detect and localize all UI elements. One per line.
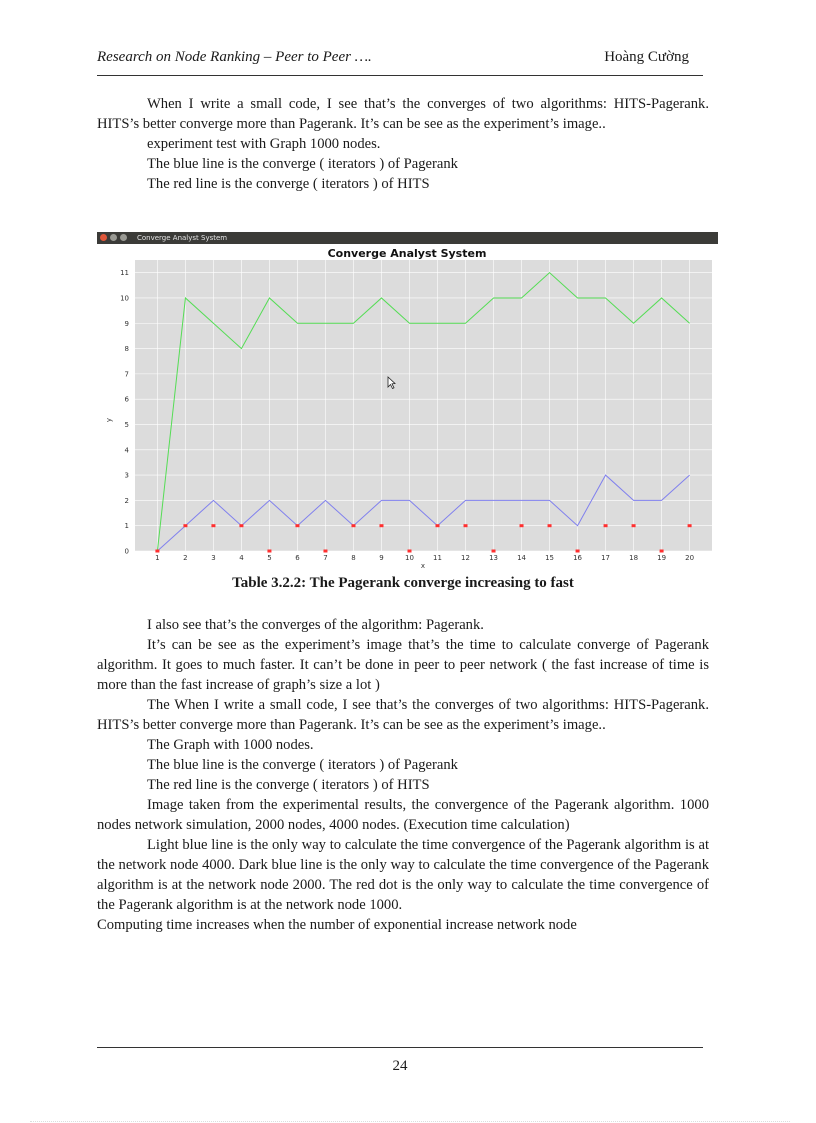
y-tick-label: 7 — [124, 370, 129, 379]
x-tick-label: 9 — [379, 554, 384, 562]
page-header — [97, 47, 703, 71]
y-tick-label: 2 — [124, 496, 129, 505]
figure-caption: Table 3.2.2: The Pagerank converge increasing to fast — [232, 575, 574, 591]
header-rule — [97, 75, 703, 76]
x-tick-label: 8 — [351, 554, 356, 562]
data-point-red — [211, 524, 215, 527]
footer-rule — [97, 1047, 703, 1048]
x-tick-label: 15 — [545, 554, 555, 562]
data-point-red — [660, 550, 664, 553]
body-section — [97, 615, 709, 935]
data-point-red — [576, 550, 580, 553]
intro-section — [97, 94, 709, 194]
data-point-red — [183, 524, 187, 527]
y-tick-label: 11 — [120, 269, 129, 278]
x-tick-label: 6 — [295, 554, 300, 562]
data-point-red — [239, 524, 243, 527]
maximize-icon[interactable] — [120, 234, 127, 241]
x-tick-label: 5 — [267, 554, 272, 562]
body-line-2: The blue line is the converge ( iterators ) of Pagerank — [147, 757, 458, 773]
body-paragraph-6: Computing time increases when the number of exponential increase network node — [97, 917, 577, 933]
x-tick-label: 16 — [573, 554, 583, 562]
y-tick-label: 3 — [124, 471, 129, 480]
data-point-red — [492, 550, 496, 553]
body-paragraph-3: The When I write a small code, I see that’s the converges of two algorithms: HITS-Pagerank. HITS’s better converge more than Pagerank. It’s can be see as the experiment’s image.. — [97, 697, 709, 733]
x-tick-label: 20 — [685, 554, 695, 562]
data-point-red — [379, 524, 383, 527]
data-point-red — [604, 524, 608, 527]
data-point-red — [295, 524, 299, 527]
data-point-red — [520, 524, 524, 527]
data-point-red — [688, 524, 692, 527]
data-point-red — [323, 550, 327, 553]
header-author: Hoàng Cường — [604, 49, 689, 65]
y-tick-label: 0 — [124, 547, 129, 556]
data-point-red — [548, 524, 552, 527]
y-tick-label: 8 — [124, 345, 129, 354]
intro-line-2: The blue line is the converge ( iterators ) of Pagerank — [147, 156, 458, 172]
y-tick-label: 9 — [124, 319, 129, 328]
x-tick-label: 7 — [323, 554, 328, 562]
x-tick-label: 10 — [405, 554, 414, 562]
page-number: 24 — [392, 1058, 408, 1074]
y-axis-label: y — [105, 417, 113, 423]
data-point-red — [155, 550, 159, 553]
y-tick-label: 10 — [120, 294, 129, 303]
converge-chart — [97, 244, 718, 570]
body-paragraph-1: I also see that’s the converges of the algorithm: Pagerank. — [147, 617, 484, 633]
window-titlebar — [97, 232, 718, 244]
close-icon[interactable] — [100, 234, 107, 241]
data-point-red — [436, 524, 440, 527]
data-point-red — [632, 524, 636, 527]
y-tick-label: 6 — [124, 395, 129, 404]
body-line-3: The red line is the converge ( iterators ) of HITS — [147, 777, 430, 793]
x-tick-label: 3 — [211, 554, 216, 562]
chart-title: Converge Analyst System — [327, 247, 487, 260]
x-tick-label: 12 — [461, 554, 470, 562]
intro-line-3: The red line is the converge ( iterators ) of HITS — [147, 176, 430, 192]
x-tick-label: 13 — [489, 554, 498, 562]
minimize-icon[interactable] — [110, 234, 117, 241]
body-paragraph-2: It’s can be see as the experiment’s image that’s the time to calculate converge of Pagerank algorithm. It goes to much faster. It can’t be done in peer to peer network ( the fast increase of time is more than the fast increase of graph’s size a lot ) — [97, 637, 709, 693]
header-title: Research on Node Ranking – Peer to Peer …. — [97, 49, 372, 65]
x-tick-label: 2 — [183, 554, 188, 562]
y-tick-label: 1 — [124, 522, 129, 531]
x-tick-label: 18 — [629, 554, 639, 562]
intro-line-1: experiment test with Graph 1000 nodes. — [147, 136, 381, 152]
x-tick-label: 17 — [601, 554, 611, 562]
x-tick-label: 11 — [433, 554, 442, 562]
body-paragraph-5: Light blue line is the only way to calculate the time convergence of the Pagerank algorithm is at the network node 4000. Dark blue line is the only way to calculate the time convergence of the Pagerank algorithm is at the network node 2000. The red dot is the only way to calculate the time convergence of the Pagerank algorithm is at the network node 1000. — [97, 837, 709, 913]
intro-paragraph: When I write a small code, I see that’s the converges of two algorithms: HITS-Pagerank. HITS’s better converge more than Pagerank. It’s can be see as the experiment’s image.. — [97, 96, 709, 132]
data-point-red — [464, 524, 468, 527]
y-tick-label: 5 — [124, 420, 129, 429]
window-title: Converge Analyst System — [137, 234, 228, 242]
y-tick-label: 4 — [124, 446, 129, 455]
page-bottom-border — [30, 1121, 790, 1122]
data-point-red — [351, 524, 355, 527]
body-line-1: The Graph with 1000 nodes. — [147, 737, 314, 753]
data-point-red — [267, 550, 271, 553]
chart-figure — [97, 232, 718, 571]
x-tick-label: 4 — [239, 554, 244, 562]
data-point-red — [407, 550, 411, 553]
x-axis-label: x — [420, 562, 426, 570]
body-paragraph-4: Image taken from the experimental results, the convergence of the Pagerank algorithm. 1000 nodes network simulation, 2000 nodes, 4000 nodes. (Execution time calculation) — [97, 797, 709, 833]
x-tick-label: 1 — [155, 554, 160, 562]
x-tick-label: 14 — [517, 554, 526, 562]
x-tick-label: 19 — [657, 554, 667, 562]
